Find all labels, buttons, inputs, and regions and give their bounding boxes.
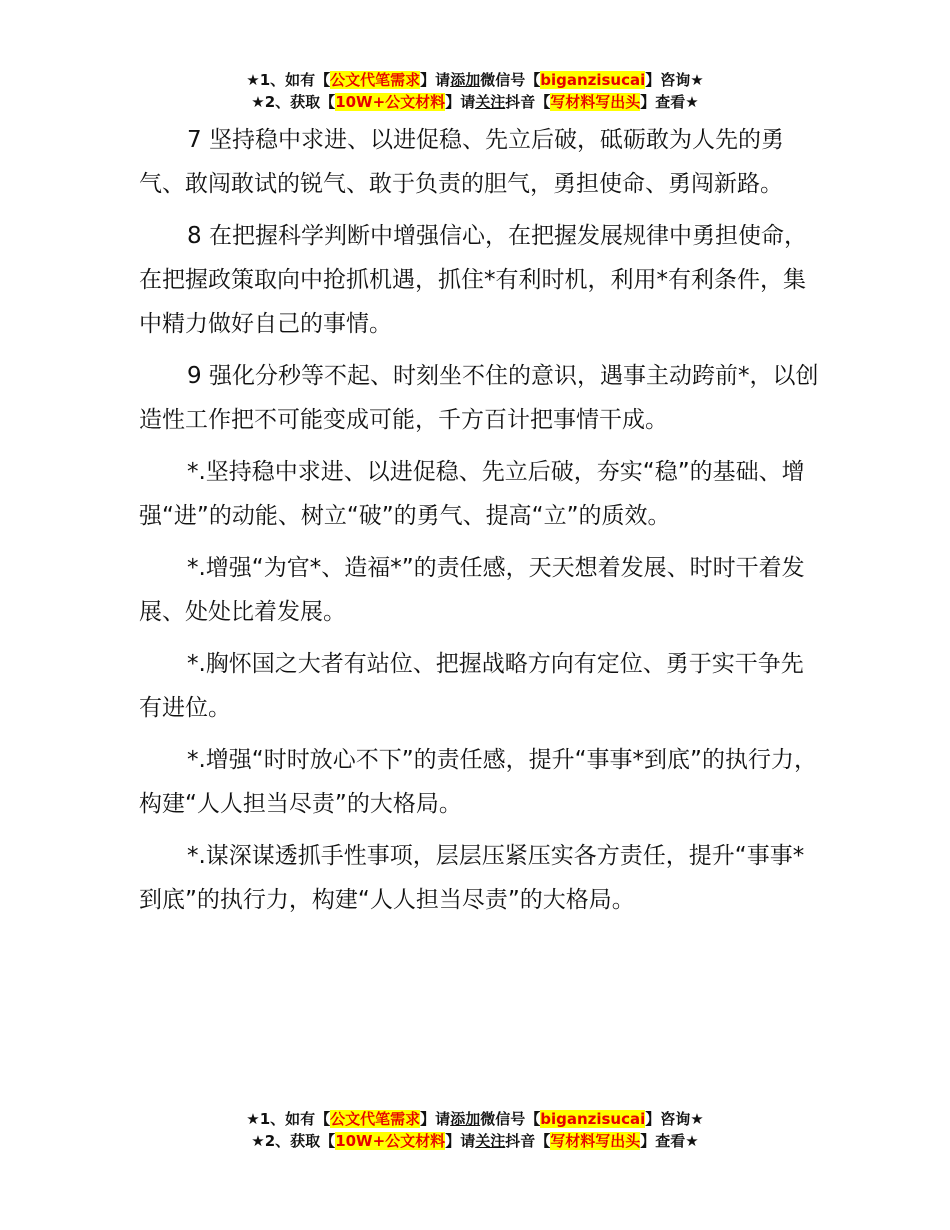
banner-text: ★1、如有【: [246, 1110, 331, 1128]
highlight-wechat-id: biganzisucai: [540, 1110, 646, 1128]
highlight-materials: 10W+公文材料: [335, 1132, 446, 1150]
banner-text: 】请: [420, 1110, 451, 1128]
highlight-douyin-account: 写材料写出头: [550, 1132, 641, 1150]
highlight-service: 公文代笔需求: [330, 71, 421, 89]
highlight-wechat-id: biganzisucai: [540, 71, 646, 89]
footer-banner: [0, 1108, 950, 1152]
banner-text: 】咨询★: [645, 1110, 704, 1128]
paragraph: *.胸怀国之大者有站位、把握战略方向有定位、勇于实干争先有进位。: [139, 651, 804, 721]
highlight-service: 公文代笔需求: [330, 1110, 421, 1128]
underlined-text: 添加: [450, 1110, 481, 1128]
banner-text: 】请: [445, 1132, 476, 1150]
header-banner: [0, 69, 950, 113]
underlined-text: 添加: [450, 71, 481, 89]
paragraph: *.增强“为官*、造福*”的责任感，天天想着发展、时时干着发展、处处比着发展。: [139, 555, 805, 625]
banner-text: 】请: [445, 93, 476, 111]
banner-text: ★2、获取【: [251, 93, 336, 111]
underlined-text: 关注: [475, 93, 506, 111]
banner-line-1: [0, 69, 950, 91]
banner-text: 】咨询★: [645, 71, 704, 89]
banner-text: 微信号【: [480, 71, 541, 89]
banner-text: 】查看★: [640, 1132, 699, 1150]
banner-text: ★1、如有【: [246, 71, 331, 89]
banner-text: 微信号【: [480, 1110, 541, 1128]
paragraph: 7 坚持稳中求进、以进促稳、先立后破，砥砺敢为人先的勇气、敢闯敢试的锐气、敢于负责的胆气，勇担使命、勇闯新路。: [139, 127, 784, 197]
banner-text: ★2、获取【: [251, 1132, 336, 1150]
highlight-materials: 10W+公文材料: [335, 93, 446, 111]
paragraph: *.谋深谋透抓手性事项，层层压紧压实各方责任，提升“事事*到底”的执行力，构建“人人担当尽责”的大格局。: [139, 843, 805, 913]
banner-text: 】请: [420, 71, 451, 89]
paragraph: *.增强“时时放心不下”的责任感，提升“事事*到底”的执行力，构建“人人担当尽责”的大格局。: [139, 747, 817, 817]
highlight-douyin-account: 写材料写出头: [550, 93, 641, 111]
banner-text: 抖音【: [505, 93, 551, 111]
paragraph: 9 强化分秒等不起、时刻坐不住的意识，遇事主动跨前*，以创造性工作把不可能变成可能，千方百计把事情干成。: [139, 363, 819, 433]
banner-text: 】查看★: [640, 93, 699, 111]
banner-text: 抖音【: [505, 1132, 551, 1150]
paragraph: 8 在把握科学判断中增强信心，在把握发展规律中勇担使命，在把握政策取向中抢抓机遇，抓住*有利时机，利用*有利条件，集中精力做好自己的事情。: [139, 223, 807, 337]
underlined-text: 关注: [475, 1132, 506, 1150]
paragraph: *.坚持稳中求进、以进促稳、先立后破，夯实“稳”的基础、增强“进”的动能、树立“破”的勇气、提高“立”的质效。: [139, 459, 805, 529]
banner-line-2: [0, 91, 950, 113]
document-body: [139, 118, 819, 930]
banner-line-2: [0, 1130, 950, 1152]
banner-line-1: [0, 1108, 950, 1130]
